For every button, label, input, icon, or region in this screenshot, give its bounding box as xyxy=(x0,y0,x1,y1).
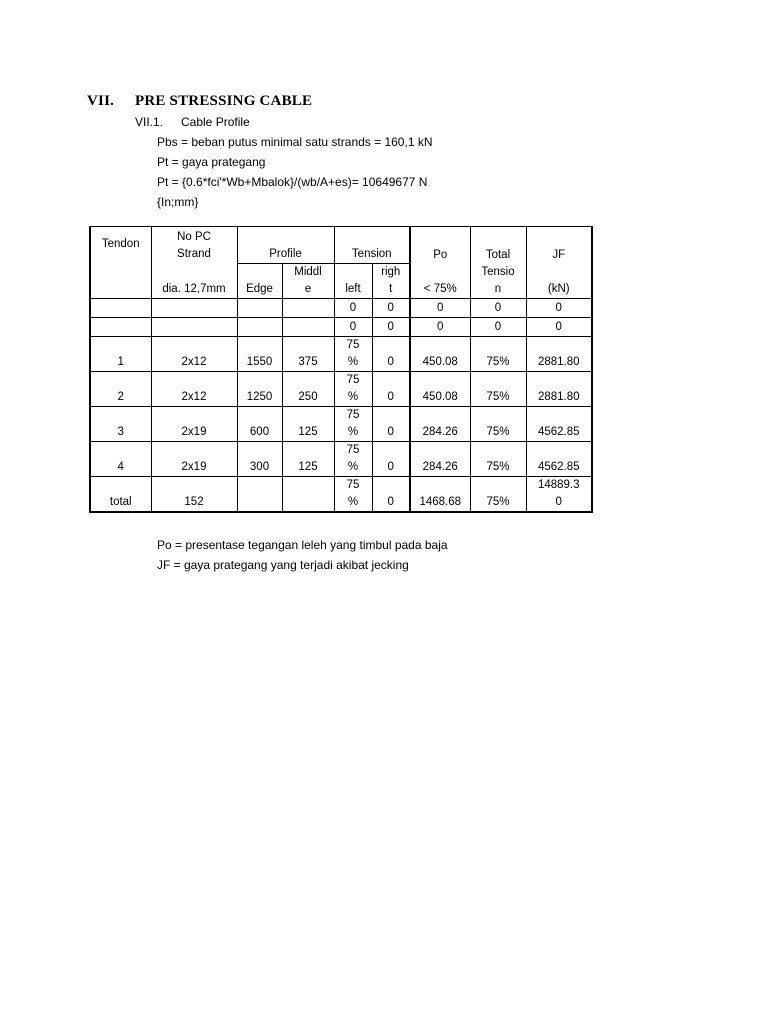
header-strand: No PC Strand xyxy=(151,227,237,264)
table-row: 0 0 0 0 0 xyxy=(90,299,592,318)
header-tendon: Tendon xyxy=(90,227,151,299)
section-number: VII. xyxy=(87,93,115,109)
section-title: PRE STRESSING CABLE xyxy=(135,93,313,109)
table-row: 1 2x12 1550 375 75 % 0 450.08 75% 2881.80 xyxy=(90,337,592,372)
subsection-heading xyxy=(135,115,250,129)
header-left: left xyxy=(334,264,372,299)
subsection-title: Cable Profile xyxy=(181,115,250,129)
cable-profile-table xyxy=(89,226,593,513)
table-row: 4 2x19 300 125 75 % 0 284.26 75% 4562.85 xyxy=(90,442,592,477)
header-po: Po xyxy=(410,227,470,264)
header-right: righ t xyxy=(372,264,410,299)
header-jf: JF xyxy=(526,227,592,264)
header-row-1 xyxy=(90,227,592,264)
pt-formula-line: Pt = {0.6*fci'*Wb+Mbalok}/(wb/A+es)= 10649677 N xyxy=(157,175,428,189)
subsection-number: VII.1. xyxy=(135,115,164,129)
pt-definition-line: Pt = gaya prategang xyxy=(157,155,266,169)
header-po-limit: < 75% xyxy=(410,264,470,299)
header-jf-unit: (kN) xyxy=(526,264,592,299)
note-po: Po = presentase tegangan leleh yang timbul pada baja xyxy=(157,538,448,552)
header-tension: Tension xyxy=(334,227,410,264)
header-strand-diameter: dia. 12,7mm xyxy=(151,264,237,299)
header-middle: Middl e xyxy=(282,264,334,299)
table-total-row: total 152 75 % 0 1468.68 75% 14889.3 0 xyxy=(90,477,592,513)
header-edge: Edge xyxy=(237,264,282,299)
header-profile: Profile xyxy=(237,227,334,264)
header-total-tension: Tensio n xyxy=(470,264,526,299)
header-row-2 xyxy=(90,264,592,299)
header-total: Total xyxy=(470,227,526,264)
table-row: 0 0 0 0 0 xyxy=(90,318,592,337)
table-row: 2 2x12 1250 250 75 % 0 450.08 75% 2881.80 xyxy=(90,372,592,407)
units-line: {In;mm} xyxy=(157,195,199,209)
note-jf: JF = gaya prategang yang terjadi akibat jecking xyxy=(157,558,409,572)
table-row: 3 2x19 600 125 75 % 0 284.26 75% 4562.85 xyxy=(90,407,592,442)
pbs-line: Pbs = beban putus minimal satu strands = 160,1 kN xyxy=(157,135,433,149)
section-heading xyxy=(87,93,312,110)
